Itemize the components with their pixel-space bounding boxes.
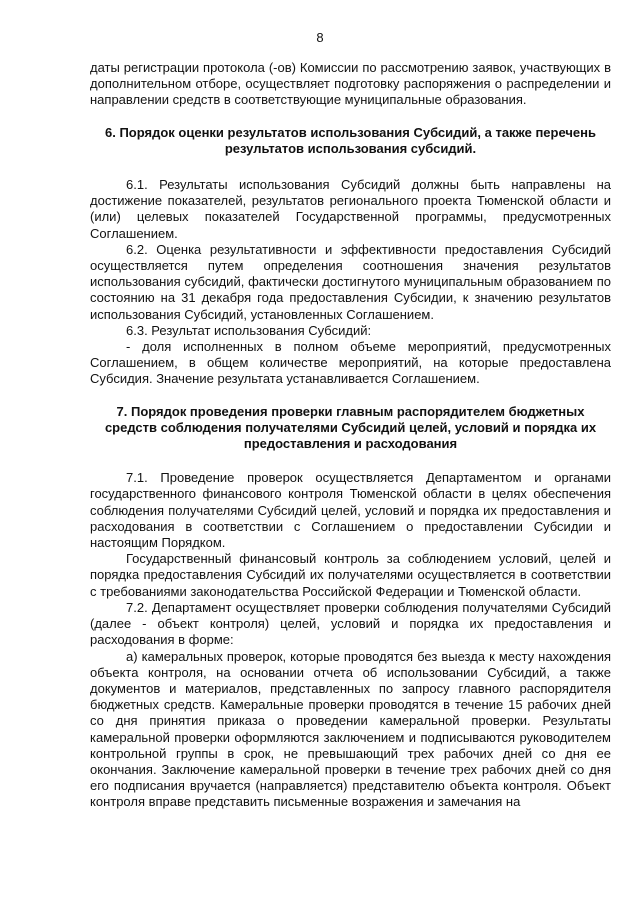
page-number: 8 [316, 30, 324, 45]
paragraph-6-2: 6.2. Оценка результативности и эффективности предоставления Субсидий осуществляется путем определения соотношения значения результатов использования субсидий, фактически достигнутого муниципальным образованием по состоянию на 31 декабря года предоставления Субсидии, к значению результатов использования Субсидий, установленных Соглашением. [90, 241, 611, 322]
paragraph-continuation: даты регистрации протокола (-ов) Комиссии по рассмотрению заявок, участвующих в дополнительном отборе, осуществляет подготовку распоряжения о распределении и направлении средств в соответствующие муниципальные образования. [90, 60, 611, 108]
section-heading-6: 6. Порядок оценки результатов использования Субсидий, а также перечень результатов использования субсидий. [105, 124, 596, 156]
paragraph-7-1-control: Государственный финансовый контроль за соблюдением условий, целей и порядка предоставления Субсидий их получателями осуществляется в соответствии с требованиями законодательства Российской Федерации и Тюменской области. [90, 551, 611, 599]
paragraph-7-2: 7.2. Департамент осуществляет проверки соблюдения получателями Субсидий (далее - объект контроля) целей, условий и порядка их предоставления и расходования в форме: [90, 599, 611, 648]
paragraph-6-1: 6.1. Результаты использования Субсидий должны быть направлены на достижение показателей, результатов регионального проекта Тюменской области и (или) целевых показателей Государственной программы, предусмотренных Соглашением. [90, 177, 611, 241]
section-heading-7: 7. Порядок проведения проверки главным распорядителем бюджетных средств соблюдения получателями Субсидий целей, условий и порядка их предоставления и расходования [104, 403, 597, 452]
paragraph-7-2-a: а) камеральных проверок, которые проводятся без выезда к месту нахождения объекта контроля, на основании отчета об использовании Субсидий, а также документов и материалов, представленных по запросу главного распорядителя бюджетных средств. Камеральные проверки проводятся в течение 15 рабочих дней со дня принятия приказа о проведении камеральной проверки. Результаты камеральной проверки оформляются заключением и подписываются руководителем контрольной группы в срок, не превышающий трех рабочих дней со дня ее окончания. Заключение камеральной проверки в течение трех рабочих дней со дня его подписания вручается (направляется) представителю объекта контроля. Объект контроля вправе представить письменные возражения и замечания на [90, 648, 611, 810]
document-body [90, 60, 611, 811]
paragraph-7-1: 7.1. Проведение проверок осуществляется Департаментом и органами государственного финансового контроля Тюменской области в целях обеспечения соблюдения получателями Субсидий целей, условий и порядка их предоставления и расходования в соответствии с Соглашением о предоставлении Субсидии и настоящим Порядком. [90, 470, 611, 551]
paragraph-6-3: 6.3. Результат использования Субсидий: [126, 322, 372, 338]
paragraph-6-3-item: - доля исполненных в полном объеме мероприятий, предусмотренных Соглашением, в общем количестве мероприятий, на которые предоставлена Субсидия. Значение результата устанавливается Соглашением. [90, 339, 611, 387]
